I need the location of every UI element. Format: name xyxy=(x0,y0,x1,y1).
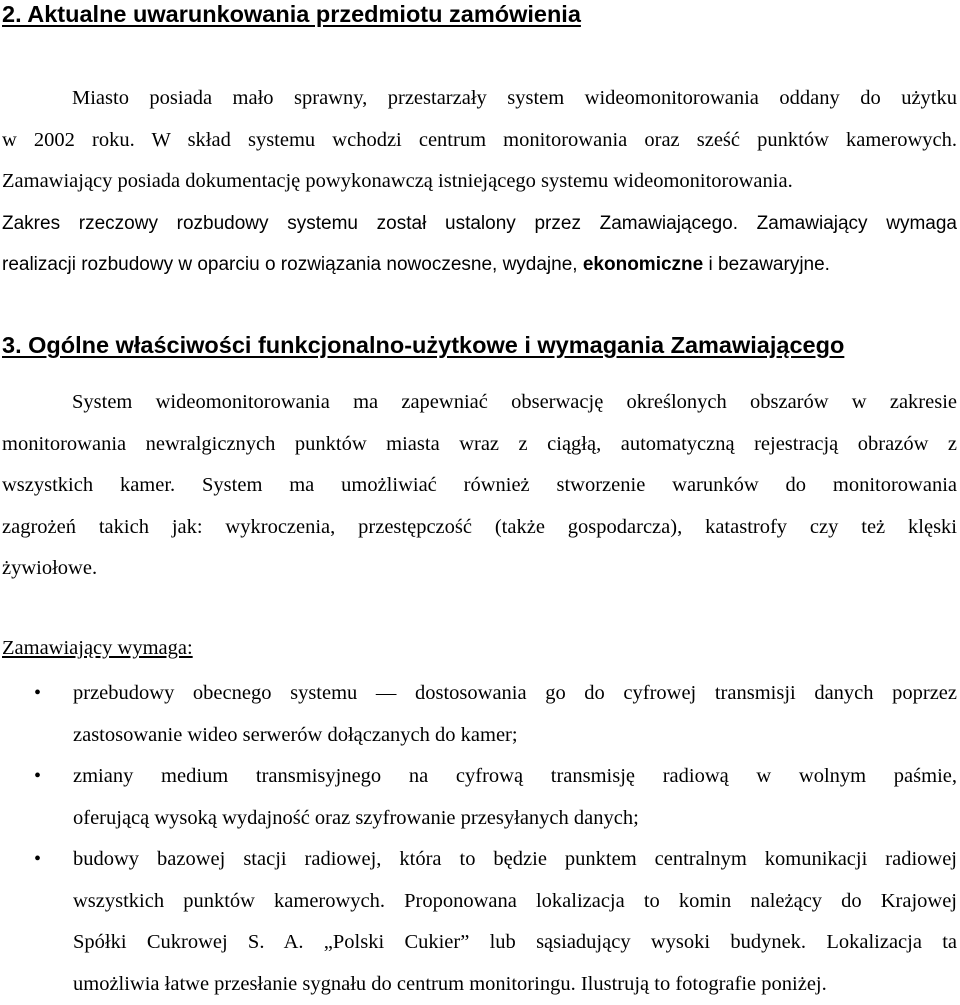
list-item-text xyxy=(73,673,957,756)
paragraph-line: żywiołowe. xyxy=(2,548,957,590)
list-item xyxy=(0,756,960,839)
bold-keyword: ekonomiczne xyxy=(583,254,703,275)
list-item-line: przebudowy obecnego systemu — dostosowania go do cyfrowej transmisji danych poprzez xyxy=(73,673,957,715)
section-2-heading: 2. Aktualne uwarunkowania przedmiotu zamówienia xyxy=(2,0,581,28)
paragraph-line: monitorowania newralgicznych punktów miasta wraz z ciągłą, automatyczną rejestracją obrazów z xyxy=(2,424,957,466)
text-run: i bezawaryjne. xyxy=(703,254,830,275)
section-3-heading: 3. Ogólne właściwości funkcjonalno-użytkowe i wymagania Zamawiającego xyxy=(2,331,844,359)
list-item-text xyxy=(73,756,957,839)
text-run: realizacji rozbudowy w oparciu o rozwiązania nowoczesne, wydajne, xyxy=(2,254,583,275)
paragraph-line xyxy=(2,244,957,286)
section-3-paragraph xyxy=(2,382,957,590)
list-item-line: umożliwia łatwe przesłanie sygnału do centrum monitoringu. Ilustrują to fotografie poniżej. xyxy=(73,964,957,1005)
list-item xyxy=(0,839,960,1005)
bullet-icon: • xyxy=(34,673,41,715)
paragraph-line: Zakres rzeczowy rozbudowy systemu został ustalony przez Zamawiającego. Zamawiający wymaga xyxy=(2,203,957,245)
list-item-line: zmiany medium transmisyjnego na cyfrową transmisję radiową w wolnym paśmie, xyxy=(73,756,957,798)
paragraph-line: System wideomonitorowania ma zapewniać obserwację określonych obszarów w zakresie xyxy=(2,382,957,424)
list-item-text xyxy=(73,839,957,1005)
list-item-line: wszystkich punktów kamerowych. Proponowana lokalizacja to komin należący do Krajowej xyxy=(73,881,957,923)
paragraph-line: zagrożeń takich jak: wykroczenia, przestępczość (także gospodarcza), katastrofy czy też klęski xyxy=(2,507,957,549)
paragraph-line: Zamawiający posiada dokumentację powykonawczą istniejącego systemu wideomonitorowania. xyxy=(2,161,957,203)
paragraph-line: wszystkich kamer. System ma umożliwiać również stworzenie warunków do monitorowania xyxy=(2,465,957,507)
paragraph-line: Miasto posiada mało sprawny, przestarzały system wideomonitorowania oddany do użytku xyxy=(2,78,957,120)
requirements-label: Zamawiający wymaga: xyxy=(2,633,193,663)
list-item xyxy=(0,673,960,756)
section-2-paragraph xyxy=(2,78,957,286)
list-item-line: budowy bazowej stacji radiowej, która to będzie punktem centralnym komunikacji radiowej xyxy=(73,839,957,881)
requirements-list xyxy=(0,673,960,1005)
list-item-line: oferującą wysoką wydajność oraz szyfrowanie przesyłanych danych; xyxy=(73,798,957,840)
list-item-line: Spółki Cukrowej S. A. „Polski Cukier” lub sąsiadujący wysoki budynek. Lokalizacja ta xyxy=(73,922,957,964)
list-item-line: zastosowanie wideo serwerów dołączanych do kamer; xyxy=(73,715,957,757)
paragraph-line: w 2002 roku. W skład systemu wchodzi centrum monitorowania oraz sześć punktów kamerowych. xyxy=(2,120,957,162)
bullet-icon: • xyxy=(34,839,41,881)
bullet-icon: • xyxy=(34,756,41,798)
